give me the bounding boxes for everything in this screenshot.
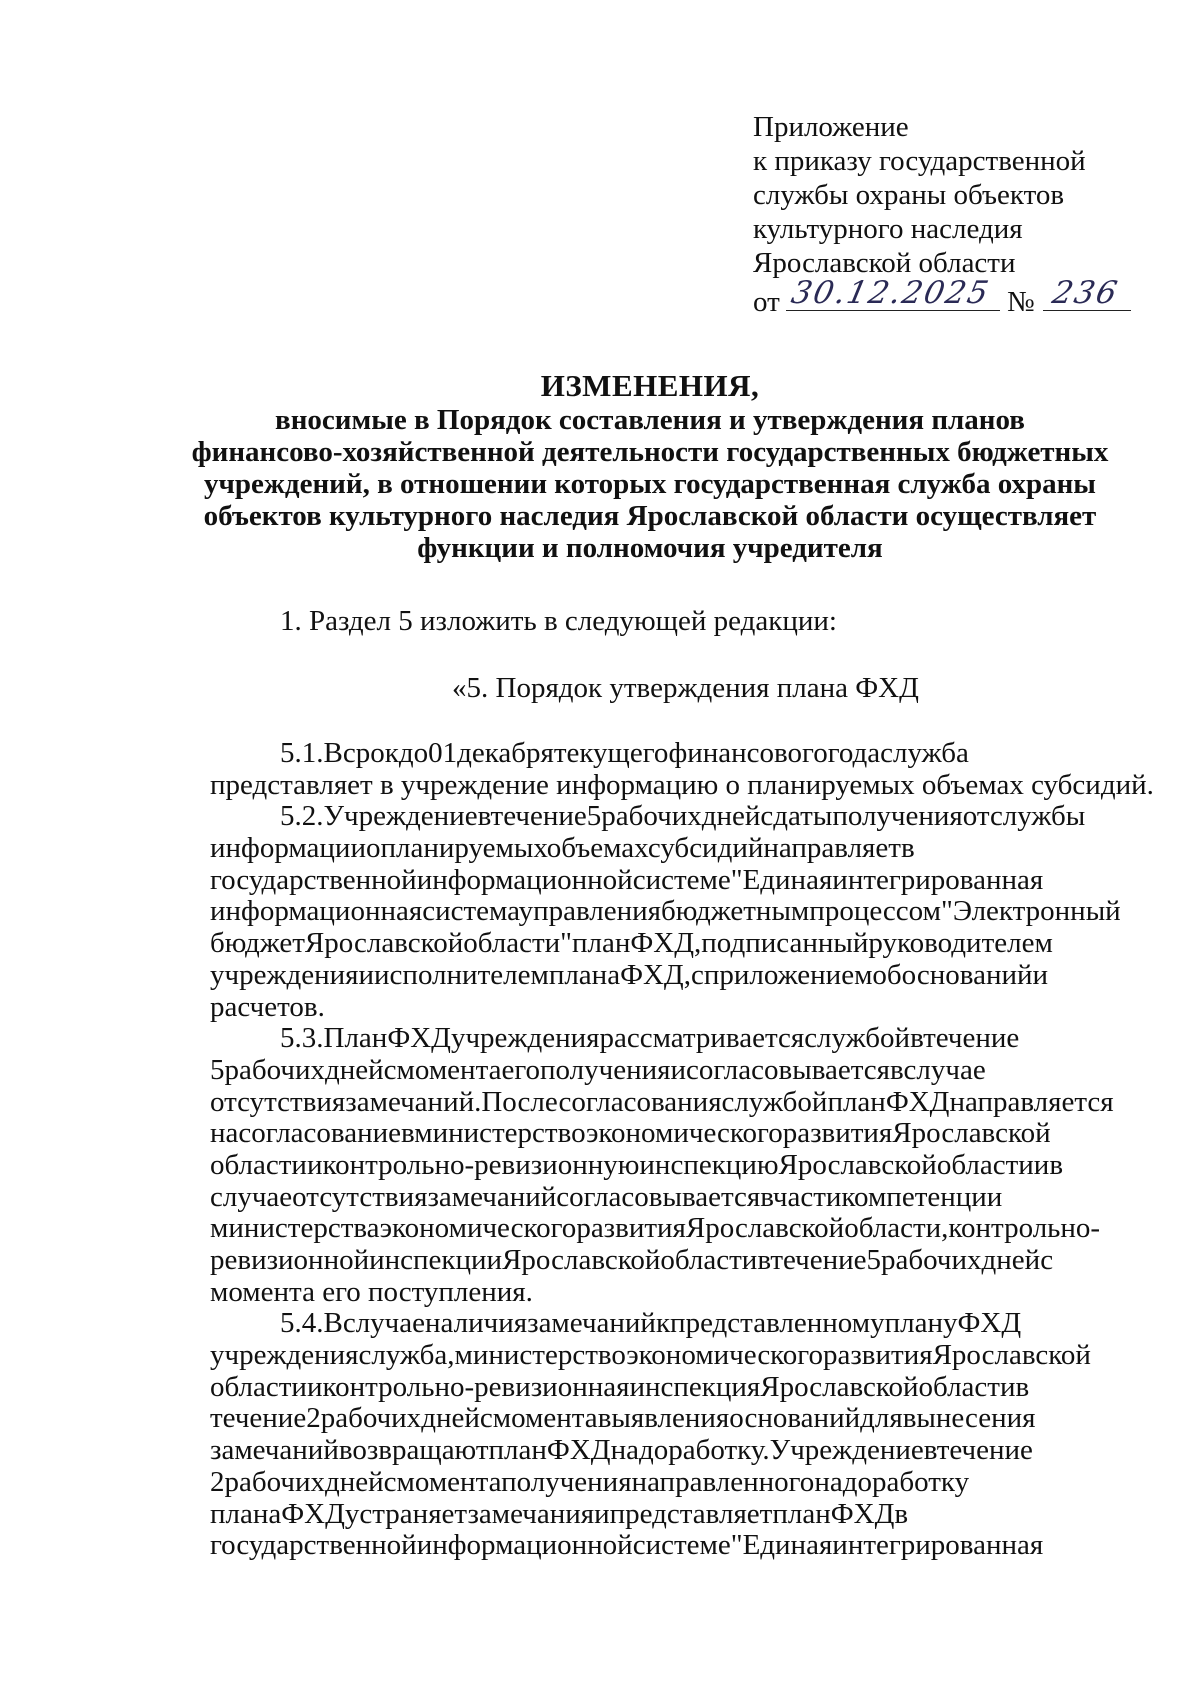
word: Ярославской: [502, 1244, 661, 1276]
word: учреждения: [210, 958, 359, 991]
word: дней: [981, 1244, 1041, 1276]
paragraph-line: [210, 1182, 1157, 1214]
paragraph-line: [210, 896, 1157, 928]
word: с: [383, 1053, 397, 1086]
annex-line: Ярославской области: [753, 247, 1016, 279]
word: получения: [832, 800, 963, 833]
word: и: [306, 1370, 323, 1403]
heading-line: финансово-хозяйственной деятельности государственных бюджетных: [191, 436, 1109, 468]
word: и: [1033, 1148, 1050, 1181]
annex-line: к приказу государственной: [753, 145, 1086, 177]
word: Ярославской: [778, 1148, 937, 1181]
paragraph-line: [210, 801, 1157, 833]
paragraph-line: [210, 1118, 1157, 1150]
word: представленному: [670, 1307, 885, 1340]
word: управления: [518, 895, 662, 928]
paragraph-line: [210, 928, 1157, 960]
word: информационной: [416, 1529, 633, 1562]
word: замечаний: [527, 1307, 656, 1340]
word: 5.3.: [280, 1022, 324, 1055]
word: течение: [770, 1244, 867, 1276]
word: подписанный: [701, 927, 869, 960]
annex-line: Приложение: [753, 111, 909, 143]
word: 2: [210, 1465, 225, 1498]
word: области: [210, 1370, 307, 1403]
word: системе: [632, 863, 731, 896]
word: рабочих: [224, 1053, 325, 1086]
document-heading: [190, 370, 1110, 564]
word: даты: [773, 800, 833, 833]
word: случае: [342, 1307, 426, 1340]
word: 2: [306, 1402, 321, 1435]
word: доработку.: [638, 1434, 770, 1467]
word: ФХД: [830, 1497, 895, 1530]
word: момента: [396, 1053, 502, 1086]
word: течение: [210, 1402, 307, 1435]
word: с: [760, 800, 774, 833]
word: с: [1040, 1244, 1054, 1276]
word: и: [358, 958, 375, 991]
word: инспекцию: [639, 1148, 779, 1181]
word: дней: [324, 1053, 384, 1086]
word: от: [962, 800, 990, 833]
word: Ярославской: [932, 1339, 1091, 1372]
paragraph-line: [210, 1435, 1157, 1467]
item-1: 1. Раздел 5 изложить в следующей редакции:: [280, 605, 837, 637]
word: 5: [586, 800, 602, 833]
word: момента: [396, 1465, 502, 1498]
paragraph-line: [210, 1087, 1157, 1119]
paragraph-line: [210, 1245, 1157, 1277]
word: 01: [428, 737, 458, 769]
word: план: [572, 927, 631, 960]
paragraph-line: [210, 960, 1157, 992]
word: государственной: [210, 1529, 417, 1562]
paragraph-line: [210, 738, 1157, 770]
word: в: [894, 1497, 909, 1530]
word: рабочих: [320, 1402, 422, 1435]
word: 5.2.: [280, 800, 324, 833]
word: к: [655, 1307, 671, 1340]
word: плану: [884, 1307, 958, 1340]
word: согласования: [558, 1085, 722, 1118]
word: направляет: [763, 832, 901, 865]
word: устраняет: [344, 1497, 468, 1530]
annex-line: службы охраны объектов: [753, 179, 1065, 211]
word: ФХД,: [620, 958, 691, 991]
paragraph-line: [210, 833, 1157, 865]
word: наличия: [425, 1307, 528, 1340]
word: Учреждение: [769, 1434, 924, 1467]
word: План: [323, 1022, 388, 1055]
word: момента: [492, 1402, 598, 1435]
word: дней: [701, 800, 761, 833]
paragraph-line: [210, 1530, 1157, 1562]
word: субсидий: [647, 832, 764, 865]
word: и: [670, 1053, 687, 1086]
word: руководителем: [868, 927, 1053, 960]
word: о: [365, 832, 381, 865]
paragraph-line: момента его поступления.: [210, 1275, 533, 1308]
word: компетенции: [841, 1180, 1003, 1213]
paragraph-line: [210, 1308, 1157, 1340]
word: Учреждение: [323, 800, 478, 833]
word: области: [918, 1370, 1016, 1403]
date-field: [786, 275, 1000, 311]
word: согласование: [238, 1117, 402, 1150]
word: получения: [501, 1465, 632, 1498]
heading-line: объектов культурного наследия Ярославской области осуществляет: [203, 500, 1097, 532]
word: декабря: [457, 737, 554, 769]
word: в: [760, 1180, 773, 1213]
word: течение: [936, 1434, 1033, 1467]
word: части: [772, 1180, 842, 1213]
word: дней: [421, 1402, 480, 1435]
word: В: [323, 737, 343, 769]
paragraph-line: [210, 1372, 1157, 1404]
word: представляет: [609, 1497, 773, 1530]
word: Ярославской: [892, 1117, 1051, 1150]
word: на: [814, 1465, 843, 1498]
word: бюджетным: [661, 895, 810, 928]
word: отсутствия: [210, 1085, 346, 1118]
word: министерства: [210, 1212, 380, 1245]
word: с: [479, 1402, 493, 1435]
word: информации: [210, 832, 366, 865]
word: течение: [490, 800, 587, 833]
word: ФХД,: [630, 927, 702, 960]
word: и: [306, 1148, 323, 1181]
word: учреждения: [210, 1339, 359, 1372]
word: ФХД: [546, 1434, 611, 1467]
word: "Единая: [730, 1529, 833, 1562]
word: системе: [632, 1529, 731, 1562]
word: в: [757, 1244, 771, 1276]
paragraph-line: [210, 1055, 1157, 1087]
word: интегрированная: [832, 1529, 1044, 1562]
handwritten-date: 30.12.2025: [787, 275, 994, 311]
word: Ярославской: [304, 927, 464, 960]
word: в: [923, 1434, 937, 1467]
word: его: [501, 1053, 541, 1086]
word: объемах: [546, 832, 648, 865]
word: направленного: [631, 1465, 815, 1498]
word: В: [323, 1307, 343, 1340]
word: на: [210, 1117, 239, 1150]
word: возвращают: [338, 1434, 489, 1467]
word: финансового: [668, 737, 828, 769]
word: области,: [844, 1212, 949, 1245]
word: замечаний: [427, 1180, 557, 1213]
word: направляется: [949, 1085, 1114, 1118]
word: области": [463, 927, 572, 960]
word: службой: [721, 1085, 828, 1118]
word: вынесения: [902, 1402, 1036, 1435]
word: в: [1049, 1148, 1064, 1181]
word: согласовывается: [556, 1180, 761, 1213]
heading-line: вносимые в Порядок составления и утверждения планов: [275, 404, 1025, 436]
paragraph-line: [210, 1213, 1157, 1245]
word: замечания: [467, 1497, 595, 1530]
word: развития: [822, 1339, 933, 1372]
paragraph-line: представляет в учреждение информацию о планируемых объемах субсидий.: [210, 768, 1154, 801]
number-field: [1043, 275, 1131, 311]
word: замечаний.: [345, 1085, 482, 1118]
word: в: [910, 1022, 924, 1055]
word: оснований: [729, 1402, 861, 1435]
section-5-paragraphs: [210, 738, 1157, 1562]
word: контрольно-ревизионную: [322, 1148, 640, 1181]
word: плана: [210, 1497, 282, 1530]
handwritten-number: 236: [1048, 275, 1122, 311]
word: Ярославской: [685, 1212, 845, 1245]
word: случае: [903, 1053, 986, 1086]
word: службы: [989, 800, 1086, 833]
word: до: [398, 737, 429, 769]
word: министерство: [454, 1339, 627, 1372]
word: обоснований: [872, 958, 1033, 991]
word: 5: [210, 1053, 225, 1086]
paragraph-line: расчетов.: [210, 990, 325, 1023]
word: плана: [548, 958, 621, 991]
word: в: [401, 1117, 415, 1150]
word: ФХД: [957, 1307, 1022, 1340]
word: процессом: [809, 895, 941, 928]
paragraph-line: [210, 865, 1157, 897]
word: ФХД: [387, 1022, 451, 1055]
word: учреждения: [450, 1022, 600, 1055]
word: замечаний: [210, 1434, 339, 1467]
heading-title: ИЗМЕНЕНИЯ,: [540, 368, 760, 403]
number-prefix: №: [1007, 286, 1035, 318]
word: рассматривается: [599, 1022, 805, 1055]
word: доработку: [842, 1465, 970, 1498]
word: на: [610, 1434, 639, 1467]
word: планируемых: [380, 832, 547, 865]
word: информационной: [416, 863, 633, 896]
word: контрольно-: [948, 1212, 1101, 1245]
word: ФХД: [281, 1497, 345, 1530]
word: течение: [923, 1022, 1020, 1055]
word: "Единая: [730, 863, 833, 896]
word: для: [860, 1402, 903, 1435]
annex-date-number-line: [753, 275, 1133, 319]
word: ФХД: [885, 1085, 950, 1118]
word: и: [1032, 958, 1049, 991]
word: в: [890, 1053, 904, 1086]
word: в: [1015, 1370, 1030, 1403]
word: области: [660, 1244, 758, 1276]
paragraph-line: [210, 1467, 1157, 1499]
paragraph-line: [210, 1150, 1157, 1182]
word: текущего: [553, 737, 669, 769]
heading-line: функции и полномочия учредителя: [417, 532, 883, 564]
word: согласовывается: [686, 1053, 890, 1086]
word: план: [827, 1085, 886, 1118]
word: рабочих: [601, 800, 702, 833]
word: выявления: [597, 1402, 730, 1435]
annex-line: культурного наследия: [753, 213, 1023, 245]
word: интегрированная: [832, 863, 1044, 896]
word: исполнителем: [374, 958, 549, 991]
word: информационная: [210, 895, 423, 928]
word: инспекции: [369, 1244, 503, 1276]
word: рабочих: [224, 1465, 325, 1498]
word: развития: [576, 1212, 686, 1245]
word: контрольно-ревизионная: [322, 1370, 630, 1403]
word: 5.1.: [280, 737, 324, 769]
word: "Электронный: [940, 895, 1121, 928]
word: инспекция: [629, 1370, 761, 1403]
word: года: [827, 737, 881, 769]
word: министерство: [414, 1117, 586, 1150]
section-5-title: «5. Порядок утверждения плана ФХД: [452, 672, 919, 704]
word: 5.4.: [280, 1307, 324, 1340]
word: области: [210, 1148, 307, 1181]
word: в: [900, 832, 915, 865]
word: ревизионной: [210, 1244, 370, 1276]
paragraph-line: [210, 1340, 1157, 1372]
word: экономического: [585, 1117, 783, 1150]
word: план: [488, 1434, 547, 1467]
word: приложением: [703, 958, 873, 991]
word: срок: [342, 737, 399, 769]
word: с: [690, 958, 704, 991]
word: отсутствия: [292, 1180, 428, 1213]
word: экономического: [379, 1212, 577, 1245]
word: план: [772, 1497, 831, 1530]
word: области: [936, 1148, 1034, 1181]
word: 5: [866, 1244, 882, 1276]
date-prefix: от: [753, 286, 780, 318]
paragraph-line: [210, 1499, 1157, 1531]
word: служба,: [358, 1339, 455, 1372]
word: получения: [540, 1053, 671, 1086]
word: службой: [804, 1022, 911, 1055]
word: случае: [210, 1180, 293, 1213]
heading-line: учреждений, в отношении которых государственная служба охраны: [204, 468, 1096, 500]
word: с: [383, 1465, 397, 1498]
word: и: [594, 1497, 610, 1530]
word: служба: [880, 737, 969, 769]
word: экономического: [626, 1339, 823, 1372]
word: После: [481, 1085, 559, 1118]
word: государственной: [210, 863, 417, 896]
word: развития: [782, 1117, 893, 1150]
word: в: [477, 800, 491, 833]
word: бюджет: [210, 927, 305, 960]
word: дней: [324, 1465, 384, 1498]
paragraph-line: [210, 1023, 1157, 1055]
word: Ярославской: [760, 1370, 919, 1403]
annex-block: [753, 110, 1133, 319]
word: система: [422, 895, 519, 928]
word: рабочих: [881, 1244, 982, 1276]
paragraph-line: [210, 1403, 1157, 1435]
